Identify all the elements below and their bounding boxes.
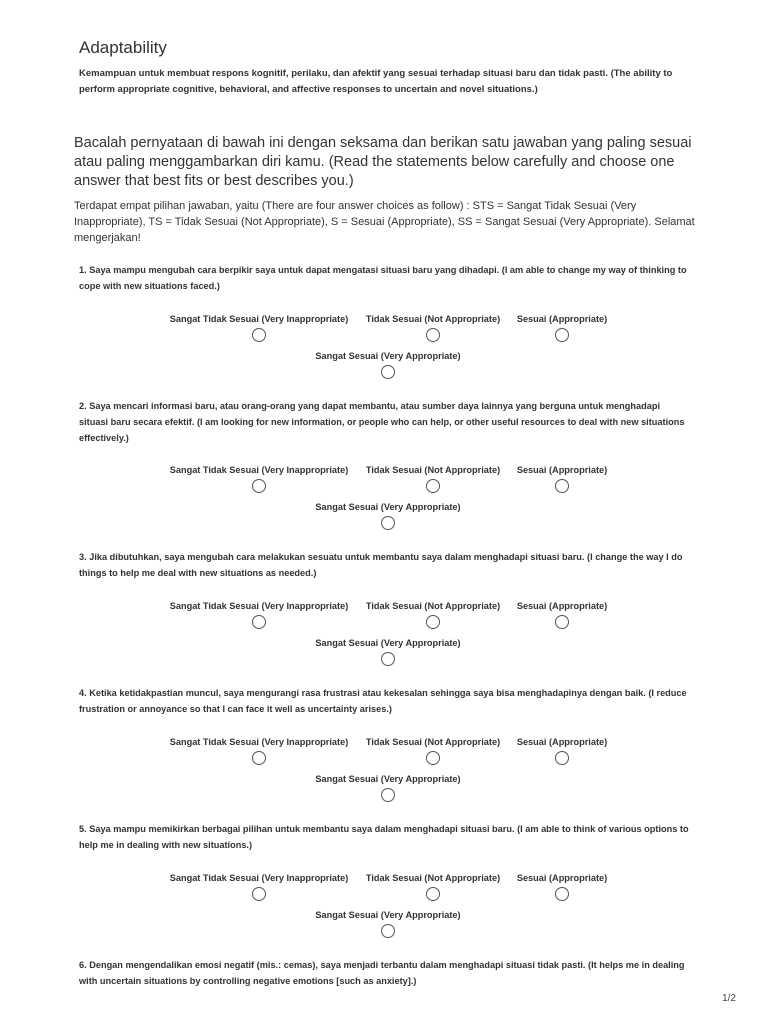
radio-sts[interactable] — [252, 479, 266, 493]
page-number: 1/2 — [722, 993, 736, 1004]
question-text: 6. Dengan mengendalikan emosi negatif (mis.: cemas), saya menjadi terbantu dalam menghadapi situasi tidak pasti. (It helps me in dealing with uncertain situations by controlling negative emotions [such as anxiety].) — [79, 960, 685, 986]
radio-ts[interactable] — [426, 615, 440, 629]
option-label-ts: Tidak Sesuai (Not Appropriate) — [365, 314, 501, 324]
question-text: 2. Saya mencari informasi baru, atau orang-orang yang dapat membantu, atau sumber daya lainnya yang berguna untuk menghadapi situasi baru secara efektif. (I am looking for new information, or people who can help, or other useful resources to deal with new situations effectively.) — [79, 401, 685, 443]
radio-sts[interactable] — [252, 751, 266, 765]
option-label-ss: Sangat Sesuai (Very Appropriate) — [315, 774, 461, 784]
radio-ts[interactable] — [426, 751, 440, 765]
radio-ss[interactable] — [381, 652, 395, 666]
radio-sts[interactable] — [252, 615, 266, 629]
option-label-sts: Sangat Tidak Sesuai (Very Inappropriate) — [169, 314, 349, 324]
option-label-ss: Sangat Sesuai (Very Appropriate) — [315, 910, 461, 920]
question-text: 1. Saya mampu mengubah cara berpikir saya untuk dapat mengatasi situasi baru yang dihadapi. (I am able to change my way of thinking to cope with new situations faced.) — [79, 265, 687, 291]
radio-ss[interactable] — [381, 924, 395, 938]
question-text: 3. Jika dibutuhkan, saya mengubah cara melakukan sesuatu untuk membantu saya dalam menghadapi situasi baru. (I change the way I do things to help me deal with new situations as needed.) — [79, 552, 683, 578]
radio-ss[interactable] — [381, 788, 395, 802]
option-label-ts: Tidak Sesuai (Not Appropriate) — [365, 737, 501, 747]
option-label-s: Sesuai (Appropriate) — [516, 737, 608, 747]
radio-ss[interactable] — [381, 516, 395, 530]
option-label-ts: Tidak Sesuai (Not Appropriate) — [365, 465, 501, 475]
option-label-s: Sesuai (Appropriate) — [516, 601, 608, 611]
radio-s[interactable] — [555, 479, 569, 493]
section-description: Kemampuan untuk membuat respons kognitif, perilaku, dan afektif yang sesuai terhadap situasi baru dan tidak pasti. (The ability to perform appropriate cognitive, behavioral, and affective responses to uncertain and novel situations.) — [79, 68, 673, 95]
option-label-sts: Sangat Tidak Sesuai (Very Inappropriate) — [169, 465, 349, 475]
radio-sts[interactable] — [252, 328, 266, 342]
option-label-ts: Tidak Sesuai (Not Appropriate) — [365, 873, 501, 883]
instructions: Bacalah pernyataan di bawah ini dengan seksama dan berikan satu jawaban yang paling sesuai atau paling menggambarkan diri kamu. (Read the statements below carefully and choose one answer that best fits or best describes you.) — [74, 135, 692, 189]
radio-ts[interactable] — [426, 887, 440, 901]
question-text: 5. Saya mampu memikirkan berbagai pilihan untuk membantu saya dalam menghadapi situasi baru. (I am able to think of various options to help me in dealing with new situations.) — [79, 824, 689, 850]
section-title: Adaptability — [79, 38, 167, 57]
question-text: 4. Ketika ketidakpastian muncul, saya mengurangi rasa frustrasi atau kekesalan sehingga saya bisa menghadapinya dengan baik. (I reduce frustration or annoyance so that I can face it well as uncertainty arises.) — [79, 688, 687, 714]
option-label-ss: Sangat Sesuai (Very Appropriate) — [315, 638, 461, 648]
option-label-ts: Tidak Sesuai (Not Appropriate) — [365, 601, 501, 611]
option-label-ss: Sangat Sesuai (Very Appropriate) — [315, 502, 461, 512]
option-label-s: Sesuai (Appropriate) — [516, 873, 608, 883]
option-label-sts: Sangat Tidak Sesuai (Very Inappropriate) — [169, 601, 349, 611]
option-label-s: Sesuai (Appropriate) — [516, 314, 608, 324]
radio-ss[interactable] — [381, 365, 395, 379]
option-label-s: Sesuai (Appropriate) — [516, 465, 608, 475]
radio-s[interactable] — [555, 887, 569, 901]
option-label-sts: Sangat Tidak Sesuai (Very Inappropriate) — [169, 873, 349, 883]
option-label-ss: Sangat Sesuai (Very Appropriate) — [315, 351, 461, 361]
radio-s[interactable] — [555, 751, 569, 765]
radio-s[interactable] — [555, 328, 569, 342]
answer-choices-note: Terdapat empat pilihan jawaban, yaitu (There are four answer choices as follow) : STS = Sangat Tidak Sesuai (Very Inappropriate), TS = Tidak Sesuai (Not Appropriate), S = Sesuai (Appropriate), SS = Sangat Sesuai (Very Appropriate). Selamat mengerjakan! — [74, 200, 695, 244]
radio-ts[interactable] — [426, 479, 440, 493]
radio-sts[interactable] — [252, 887, 266, 901]
option-label-sts: Sangat Tidak Sesuai (Very Inappropriate) — [169, 737, 349, 747]
radio-s[interactable] — [555, 615, 569, 629]
radio-ts[interactable] — [426, 328, 440, 342]
